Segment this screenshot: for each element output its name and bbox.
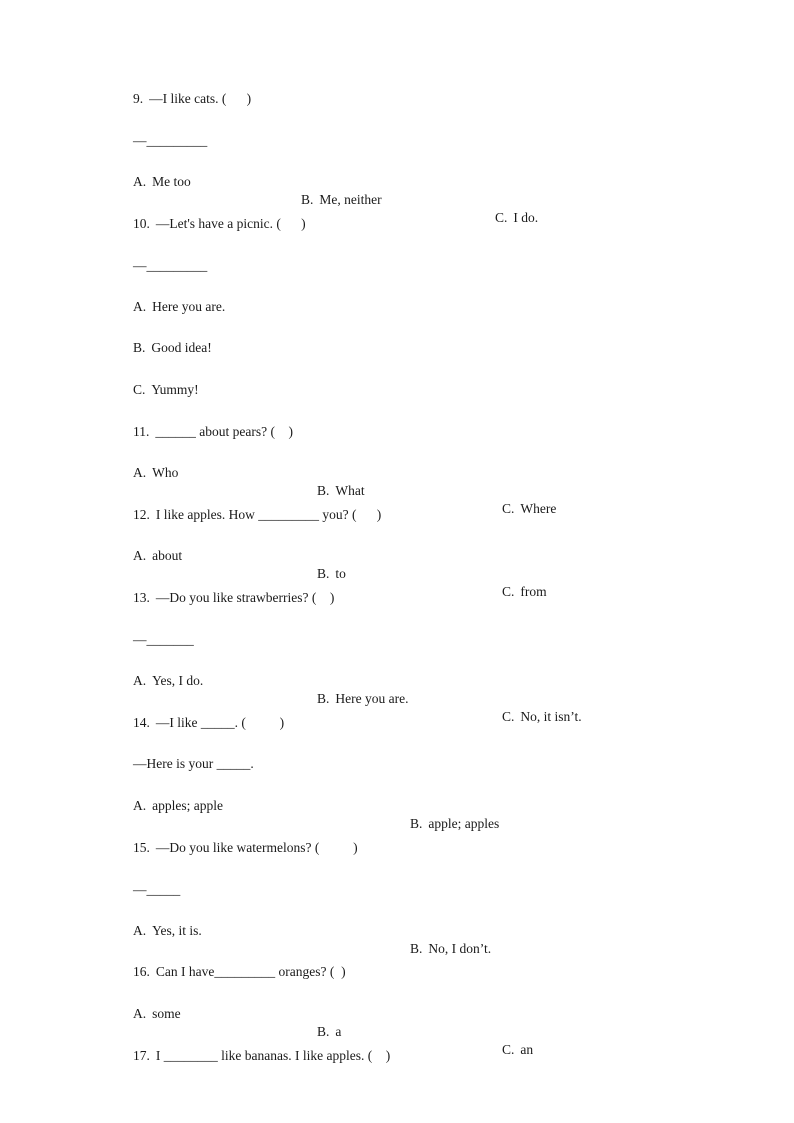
question-number: 17.	[133, 1048, 150, 1063]
option-letter: B.	[410, 816, 423, 831]
option-text: Here you are.	[335, 691, 409, 706]
question-11	[0, 405, 794, 439]
question-9	[0, 72, 794, 106]
option-a	[133, 173, 191, 191]
option-a	[133, 547, 182, 565]
question-number: 10.	[133, 216, 150, 231]
option-a	[133, 464, 178, 482]
option-a	[133, 1005, 181, 1023]
answer-line	[0, 613, 794, 647]
answer-line	[0, 114, 794, 148]
question-number: 9.	[133, 91, 144, 106]
option-a	[133, 797, 223, 815]
answer-blank: —_________	[133, 133, 208, 148]
question-stem: —I like cats. ( )	[149, 91, 252, 106]
question-stem: —Let's have a picnic. ( )	[155, 216, 306, 231]
option-letter: A.	[133, 923, 147, 938]
option-text: Where	[520, 501, 557, 516]
question-number: 16.	[133, 964, 150, 979]
option-letter: B.	[317, 1024, 330, 1039]
option-text: Good idea!	[151, 340, 212, 355]
question-stem: —I like _____. ( )	[155, 715, 285, 730]
option-letter: A.	[133, 465, 147, 480]
dialogue-reply-line	[0, 737, 794, 771]
answer-blank: —_____	[133, 882, 181, 897]
option-text: Who	[152, 465, 179, 480]
option-a	[133, 672, 203, 690]
options-row	[0, 904, 794, 956]
question-number: 13.	[133, 590, 150, 605]
option-letter: A.	[133, 1006, 147, 1021]
options-row	[0, 779, 794, 831]
option-letter: B.	[301, 192, 314, 207]
option-letter: A.	[133, 174, 147, 189]
option-text: apple; apples	[428, 816, 500, 831]
question-stem: —Do you like watermelons? ( )	[155, 840, 358, 855]
option-text: an	[520, 1042, 534, 1057]
question-number: 12.	[133, 507, 150, 522]
answer-line	[0, 863, 794, 897]
option-letter: C.	[502, 1042, 515, 1057]
option-letter: B.	[133, 340, 146, 355]
option-letter: B.	[410, 941, 423, 956]
option-letter: B.	[317, 691, 330, 706]
question-17	[0, 1029, 794, 1063]
option-text: Yes, I do.	[152, 673, 204, 688]
option-text: Yummy!	[151, 382, 199, 397]
question-stem: I like apples. How _________ you? ( )	[155, 507, 382, 522]
option-text: to	[335, 566, 346, 581]
option-text: a	[335, 1024, 342, 1039]
option-text: from	[520, 584, 547, 599]
option-text: What	[335, 483, 365, 498]
question-stem: ______ about pears? ( )	[155, 424, 293, 439]
option-text: Me too	[152, 174, 191, 189]
question-stem: I ________ like bananas. I like apples. ( )	[155, 1048, 391, 1063]
option-text: apples; apple	[152, 798, 223, 813]
option-letter: C.	[502, 709, 515, 724]
answer-blank: —_______	[133, 632, 194, 647]
option-letter: C.	[495, 210, 508, 225]
option-text: No, it isn’t.	[520, 709, 582, 724]
option-letter: C.	[502, 584, 515, 599]
dialogue-reply: —Here is your _____.	[133, 756, 254, 771]
option-letter: C.	[502, 501, 515, 516]
option-letter: C.	[133, 382, 146, 397]
option-text: Me, neither	[319, 192, 382, 207]
option-text: No, I don’t.	[428, 941, 492, 956]
question-stem: Can I have_________ oranges? ( )	[155, 964, 346, 979]
option-letter: B.	[317, 566, 330, 581]
option-letter: A.	[133, 673, 147, 688]
option-letter: A.	[133, 798, 147, 813]
answer-blank: —_________	[133, 258, 208, 273]
question-16	[0, 945, 794, 979]
question-number: 14.	[133, 715, 150, 730]
question-number: 15.	[133, 840, 150, 855]
option-c	[0, 363, 794, 397]
answer-line	[0, 239, 794, 273]
option-letter: A.	[133, 548, 147, 563]
question-number: 11.	[133, 424, 150, 439]
option-letter: A.	[133, 299, 147, 314]
option-a	[133, 922, 202, 940]
question-stem: —Do you like strawberries? ( )	[155, 590, 335, 605]
option-text: Here you are.	[152, 299, 226, 314]
option-a	[0, 280, 794, 314]
question-15	[0, 821, 794, 855]
option-letter: B.	[317, 483, 330, 498]
option-text: I do.	[513, 210, 539, 225]
option-text: some	[152, 1006, 181, 1021]
option-b	[0, 321, 794, 355]
option-text: Yes, it is.	[152, 923, 202, 938]
option-text: about	[152, 548, 183, 563]
